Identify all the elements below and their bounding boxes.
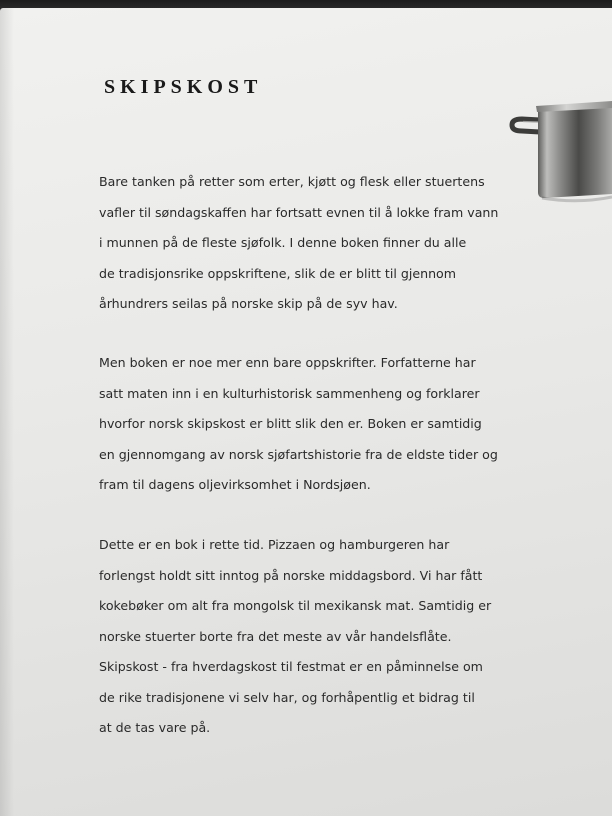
text-line: forlengst holdt sitt inntog på norske middagsbord. Vi har fått [99,567,483,583]
text-line: Dette er en bok i rette tid. Pizzaen og hamburgeren har [99,537,450,552]
text-line: en gjennomgang av norsk sjøfartshistorie fra de eldste tider og [99,446,498,462]
description-paragraph-3 [99,530,519,744]
text-line: Bare tanken på retter som erter, kjøtt og flesk eller stuertens [99,174,485,189]
description-paragraph-2 [99,348,519,501]
text-line: at de tas vare på. [99,720,211,735]
text-line: vafler til søndagskaffen har fortsatt evnen til å lokke fram vann [99,204,499,220]
text-line: kokebøker om alt fra mongolsk til mexikansk mat. Samtidig er [99,598,492,613]
book-title: SKIPSKOST [104,76,263,98]
text-line: norske stuerter borte fra det meste av vår handelsflåte. [99,628,452,644]
text-line: fram til dagens oljevirksomhet i Nordsjøen. [99,477,371,492]
text-line: Men boken er noe mer enn bare oppskrifter. Forfatterne har [99,355,476,370]
text-line: satt maten inn i en kulturhistorisk sammenheng og forklarer [99,385,480,401]
text-line: de rike tradisjonene vi selv har, og forhåpentlig et bidrag til [99,689,475,705]
cover-shadow [0,8,14,816]
text-line: de tradisjonsrike oppskriftene, slik de er blitt til gjennom [99,265,457,281]
text-line: i munnen på de fleste sjøfolk. I denne boken finner du alle [99,235,467,250]
text-line: århundrers seilas på norske skip på de syv hav. [99,296,398,311]
cooking-pot-icon [508,98,612,204]
description-paragraph-1 [99,167,519,320]
text-line: hvorfor norsk skipskost er blitt slik den er. Boken er samtidig [99,416,482,431]
text-line: Skipskost - fra hverdagskost til festmat er en påminnelse om [99,659,483,674]
